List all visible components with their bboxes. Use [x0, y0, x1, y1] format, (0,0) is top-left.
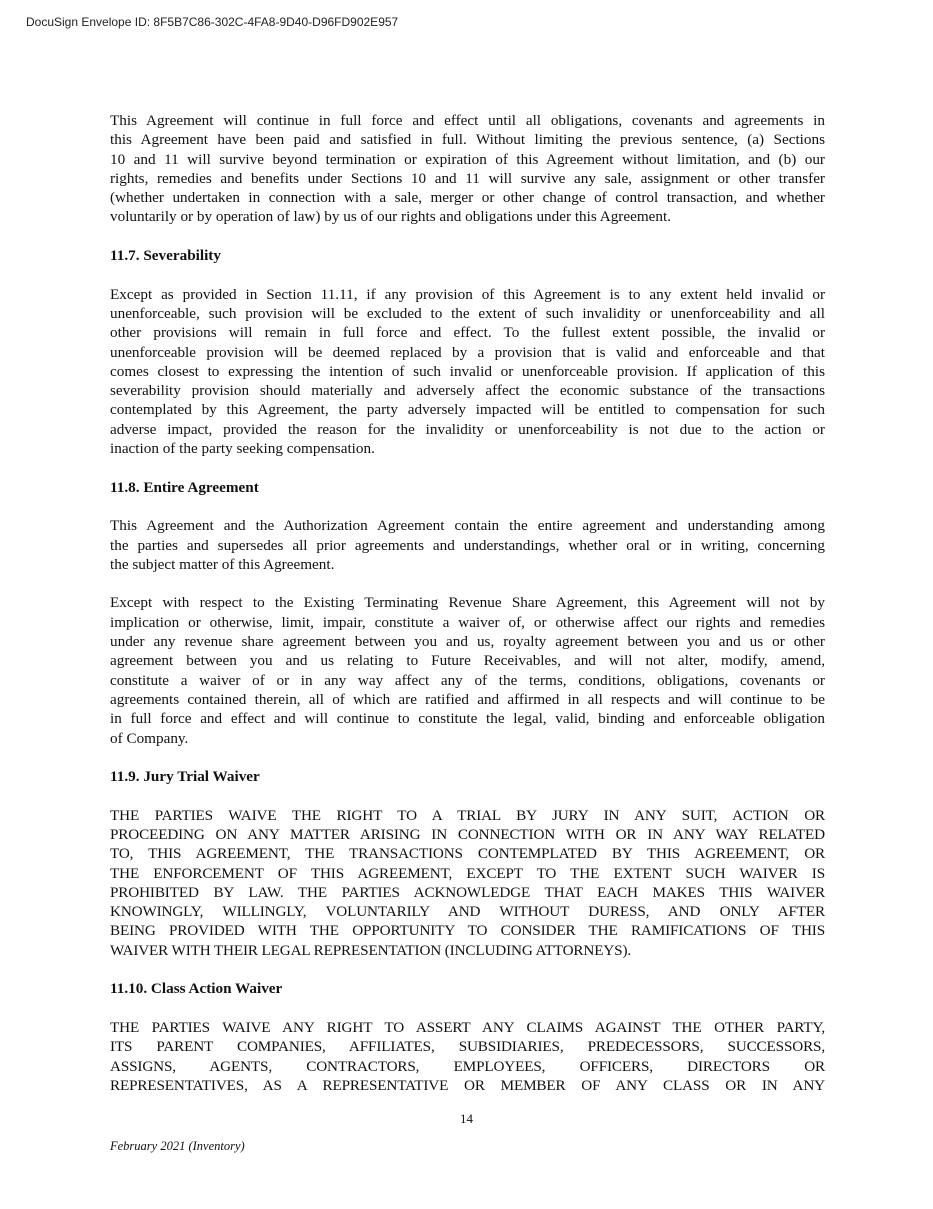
envelope-id-header: DocuSign Envelope ID: 8F5B7C86-302C-4FA8-9D40-D96FD902E957	[26, 15, 399, 29]
section-heading: 11.10. Class Action Waiver	[110, 980, 283, 998]
text-line: under any revenue share agreement between you and us, royalty agreement between you and us or other	[110, 633, 825, 651]
section-paragraph	[110, 285, 825, 459]
text-line: unenforceable provision will be deemed replaced by a provision that is valid and enforceable and that	[110, 343, 825, 361]
text-line: the subject matter of this Agreement.	[110, 555, 335, 573]
intro-paragraph	[110, 111, 825, 227]
text-line: WAIVER WITH THEIR LEGAL REPRESENTATION (INCLUDING ATTORNEYS).	[110, 941, 632, 959]
sections-container	[110, 246, 825, 1095]
text-line: inaction of the party seeking compensation.	[110, 440, 375, 458]
section-paragraph	[110, 516, 825, 574]
text-line: ASSIGNS, AGENTS, CONTRACTORS, EMPLOYEES, OFFICERS, DIRECTORS OR	[110, 1057, 825, 1075]
section-paragraph	[110, 593, 825, 747]
text-line: 10 and 11 will survive beyond termination or expiration of this Agreement without limitation, and (b) our	[110, 150, 825, 168]
section-heading: 11.8. Entire Agreement	[110, 478, 259, 496]
text-line: TO, THIS AGREEMENT, THE TRANSACTIONS CONTEMPLATED BY THIS AGREEMENT, OR	[110, 845, 825, 863]
text-line: THE ENFORCEMENT OF THIS AGREEMENT, EXCEPT TO THE EXTENT SUCH WAIVER IS	[110, 864, 825, 882]
text-line: BEING PROVIDED WITH THE OPPORTUNITY TO CONSIDER THE RAMIFICATIONS OF THIS	[110, 922, 825, 940]
text-line: unenforceable, such provision will be excluded to the extent of such invalidity or unenforceability and all	[110, 304, 825, 322]
text-line: in full force and effect and will continue to constitute the legal, valid, binding and enforceable obligation	[110, 710, 825, 728]
text-line: voluntarily or by operation of law) by us of our rights and obligations under this Agreement.	[110, 208, 671, 226]
text-line: (whether undertaken in connection with a sale, merger or other change of control transaction, and whether	[110, 189, 825, 207]
text-line: THE PARTIES WAIVE ANY RIGHT TO ASSERT ANY CLAIMS AGAINST THE OTHER PARTY,	[110, 1018, 825, 1036]
text-line: other provisions will remain in full force and effect. To the fullest extent possible, the invalid or	[110, 324, 825, 342]
text-line: Except with respect to the Existing Terminating Revenue Share Agreement, this Agreement will not by	[110, 594, 825, 612]
text-line: REPRESENTATIVES, AS A REPRESENTATIVE OR MEMBER OF ANY CLASS OR IN ANY	[110, 1076, 825, 1094]
text-line: ITS PARENT COMPANIES, AFFILIATES, SUBSIDIARIES, PREDECESSORS, SUCCESSORS,	[110, 1038, 825, 1056]
text-line: PROHIBITED BY LAW. THE PARTIES ACKNOWLEDGE THAT EACH MAKES THIS WAIVER	[110, 883, 825, 901]
text-line: contemplated by this Agreement, the party adversely impacted will be entitled to compensation for such	[110, 401, 825, 419]
text-line: severability provision should materially and adversely affect the economic substance of the transactions	[110, 382, 825, 400]
text-line: THE PARTIES WAIVE THE RIGHT TO A TRIAL BY JURY IN ANY SUIT, ACTION OR	[110, 806, 825, 824]
footer-document-label: February 2021 (Inventory)	[110, 1139, 245, 1153]
text-line: agreement between you and us relating to Future Receivables, and will not alter, modify, amend,	[110, 652, 825, 670]
text-line: this Agreement have been paid and satisfied in full. Without limiting the previous sentence, (a) Sections	[110, 131, 825, 149]
text-line: KNOWINGLY, WILLINGLY, VOLUNTARILY AND WITHOUT DURESS, AND ONLY AFTER	[110, 903, 825, 921]
section-paragraph	[110, 1018, 825, 1095]
section-heading: 11.9. Jury Trial Waiver	[110, 768, 260, 786]
section-paragraph	[110, 806, 825, 960]
text-line: This Agreement will continue in full force and effect until all obligations, covenants and agreements in	[110, 112, 825, 129]
text-line: the parties and supersedes all prior agreements and understandings, whether oral or in writing, concerning	[110, 536, 825, 554]
text-line: Except as provided in Section 11.11, if any provision of this Agreement is to any extent held invalid or	[110, 285, 825, 303]
document-body	[110, 111, 825, 1114]
text-line: rights, remedies and benefits under Sections 10 and 11 will survive any sale, assignment or other transfer	[110, 169, 825, 187]
text-line: agreements contained therein, all of which are ratified and affirmed in all respects and will continue to be	[110, 690, 825, 708]
text-line: adverse impact, provided the reason for the invalidity or unenforceability is not due to the action or	[110, 420, 825, 438]
section-heading: 11.7. Severability	[110, 247, 221, 265]
text-line: implication or otherwise, limit, impair, constitute a waiver of, or otherwise affect our rights and remedies	[110, 613, 825, 631]
text-line: This Agreement and the Authorization Agreement contain the entire agreement and understanding among	[110, 517, 825, 535]
page-number: 14	[460, 1111, 473, 1126]
text-line: comes closest to expressing the intention of such invalid or unenforceable provision. If application of this	[110, 362, 825, 380]
text-line: constitute a waiver of or in any way affect any of the terms, conditions, obligations, covenants or	[110, 671, 825, 689]
text-line: of Company.	[110, 729, 189, 747]
text-line: PROCEEDING ON ANY MATTER ARISING IN CONNECTION WITH OR IN ANY WAY RELATED	[110, 825, 825, 843]
